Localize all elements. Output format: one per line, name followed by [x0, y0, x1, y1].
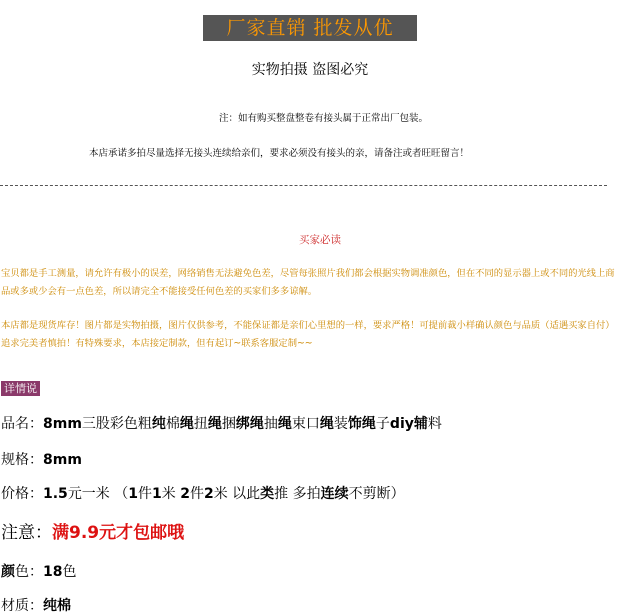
spec-text: 扭: [193, 416, 208, 432]
detail-tag: 详情说: [1, 381, 40, 396]
spec-text: 绳: [207, 416, 222, 432]
spec-notice: [1, 518, 184, 543]
price-value: 1.5: [43, 486, 68, 502]
subtitle: 实物拍摄 盗图必究: [251, 62, 369, 78]
spec-product-name: [1, 413, 442, 433]
spec-text: diy辅: [389, 416, 428, 432]
spec-text: 米: [161, 486, 181, 502]
spec-text: 件: [138, 486, 153, 502]
spec-text: 捆: [221, 416, 236, 432]
spec-label: 规格：: [1, 452, 43, 468]
dashed-divider: [0, 185, 607, 186]
spec-text: 2: [180, 486, 190, 502]
spec-text: 米 以此: [213, 486, 261, 502]
spec-text: 绳: [179, 416, 194, 432]
spec-label: 价格：: [1, 486, 43, 502]
spec-text: 1: [152, 486, 162, 502]
spec-text: 三股彩色粗: [81, 416, 152, 432]
spec-value: 18: [43, 564, 63, 580]
spec-text: 抽: [263, 416, 278, 432]
spec-text: 饰绳: [347, 416, 376, 432]
spec-label: 品名：: [1, 416, 43, 432]
spec-price: [1, 483, 405, 503]
spec-text: 2: [203, 486, 214, 502]
spec-text: 棉: [165, 416, 180, 432]
packaging-note: 注：如有购买整盘整卷有接头属于正常出厂包装。: [219, 113, 429, 124]
spec-text: 色: [62, 564, 77, 580]
spec-text: 料: [427, 416, 442, 432]
spec-text: 绳: [319, 416, 334, 432]
spec-material: [1, 595, 71, 615]
joint-note: 本店承诺多拍尽量选择无接头连续给亲们，要求必须没有接头的亲，请备注或者旺旺留言！: [89, 148, 470, 159]
promo-banner: 厂家直销 批发从优: [203, 15, 417, 41]
buyer-notice-title: 买家必读: [299, 234, 341, 246]
spec-size: [1, 449, 82, 469]
spec-text: 连续: [320, 486, 349, 502]
spec-value: 纯棉: [43, 598, 71, 614]
spec-text: 装: [333, 416, 348, 432]
spec-label: 色：: [15, 564, 43, 580]
free-shipping-notice: 满9.9元才包邮哦: [52, 523, 185, 543]
spec-label: 颜: [1, 564, 15, 580]
spec-text: 绑绳: [235, 416, 264, 432]
spec-text: 1: [128, 486, 139, 502]
spec-text: 推 多拍: [274, 486, 321, 502]
spec-text: 件: [189, 486, 204, 502]
spec-text: 绳: [277, 416, 292, 432]
buyer-notice-paragraph-2: 本店都是现货库存！图片都是实物拍摄，图片仅供参考，不能保证都是亲们心里想的一样，要求严格！可提前裁小样确认颜色与品质（适遇买家自付）追求完美者慎拍！有特殊要求，本店接定制款，但有起订~联系客服定制~~: [1, 320, 615, 349]
spec-text: 元一米 （: [67, 486, 129, 502]
spec-color: [1, 561, 76, 581]
spec-value: 8mm: [43, 452, 82, 468]
spec-text: 纯: [151, 416, 166, 432]
spec-text: 束口: [291, 416, 320, 432]
spec-label: 材质：: [1, 598, 43, 614]
spec-label: 注意：: [1, 523, 52, 543]
buyer-notice-paragraph-1: 宝贝都是手工测量，请允许有极小的误差，网络销售无法避免色差，尽管每张照片我们都会根据实物调准颜色，但在不同的显示器上或不同的光线上商品或多或少会有一点色差，所以请完全不能接受任何色差的买家们多多谅解。: [1, 268, 615, 297]
spec-text: 不剪断）: [348, 486, 405, 502]
spec-value: 8mm: [43, 416, 82, 432]
spec-text: 类: [260, 486, 275, 502]
spec-text: 子: [375, 416, 390, 432]
